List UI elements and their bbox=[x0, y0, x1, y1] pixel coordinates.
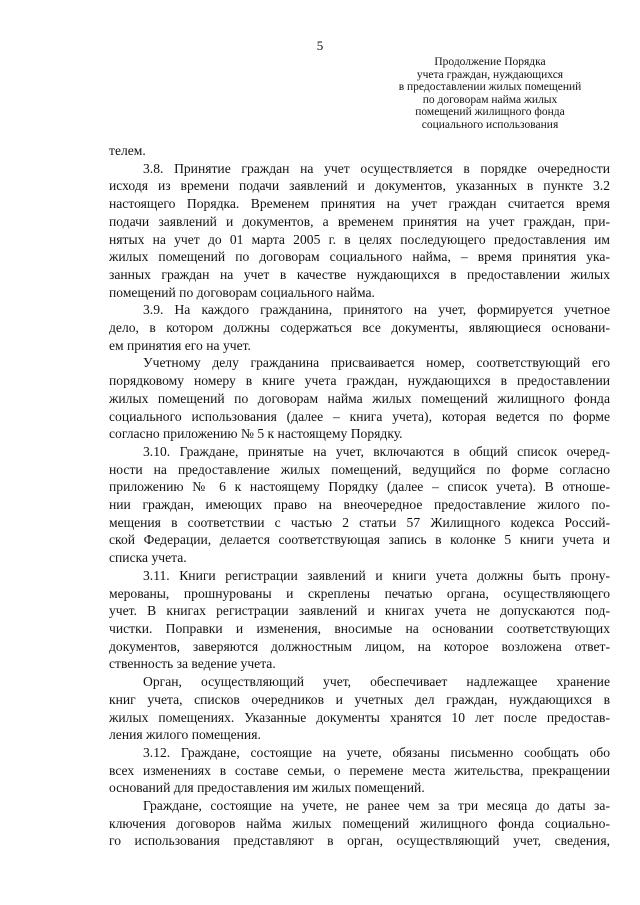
text-line: мерованы, прошнурованы и скреплены печатью органа, осуществляющего bbox=[109, 585, 610, 601]
text-line: всех изменениях в составе семьи, о перемене места жительства, прекращении bbox=[109, 762, 610, 778]
header-line: по договорам найма жилых bbox=[422, 93, 558, 106]
text-line: жилых помещениях. Указанные документы хранятся 10 лет после предостав- bbox=[109, 709, 610, 725]
text-line: ской Федерации, делается соответствующая запись в колонке 5 книги учета и bbox=[109, 532, 610, 548]
text-line: ственность за ведение учета. bbox=[109, 656, 276, 672]
header-line: помещений жилищного фонда bbox=[415, 106, 565, 118]
text-line: настоящего Порядка. Временем принятия на учет граждан считается время bbox=[109, 196, 610, 212]
header-line: в предоставлении жилых помещений bbox=[398, 81, 582, 93]
text-line: 3.9. На каждого гражданина, принятого на учет, формируется учетное bbox=[143, 302, 610, 318]
text-line: списка учета. bbox=[109, 550, 187, 566]
text-line: книг учета, списков очередников и учетных дел граждан, нуждающихся в bbox=[109, 691, 610, 707]
text-line: оснований для предоставления им жилых помещений. bbox=[109, 780, 425, 796]
text-line: Орган, осуществляющий учет, обеспечивает надлежащее хранение bbox=[143, 674, 610, 690]
text-line: жилых помещений по договорам найма жилых помещений жилищного фонда bbox=[109, 390, 610, 406]
text-line: ем принятия его на учет. bbox=[109, 337, 251, 353]
text-line: социального использования (далее – книга учета), которая ведется по форме bbox=[109, 408, 610, 424]
text-line: нии граждан, имеющих право на внеочередное предоставление жилого по- bbox=[109, 497, 610, 513]
text-line: 3.8. Принятие граждан на учет осуществляется в порядке очередности bbox=[143, 160, 610, 176]
text-line: исходя из времени подачи заявлений и документов, указанных в пункте 3.2 bbox=[109, 178, 610, 194]
text-line: Учетному делу гражданина присваивается номер, соответствующий его bbox=[143, 355, 610, 371]
text-line: дело, в котором должны содержаться все документы, являющиеся основани- bbox=[109, 320, 610, 336]
text-line: ности на предоставление жилых помещений, ведущийся по форме согласно bbox=[109, 461, 610, 477]
page-number: 5 bbox=[316, 38, 324, 53]
header-line: социального использования bbox=[421, 118, 559, 131]
text-line: 3.11. Книги регистрации заявлений и книги учета должны быть прону- bbox=[143, 567, 610, 583]
text-line: документов, заверяются должностным лицом, на которое возложена ответ- bbox=[109, 638, 610, 654]
document-body bbox=[109, 142, 610, 850]
text-line: ления жилого помещения. bbox=[109, 727, 261, 743]
header-line: учета граждан, нуждающихся bbox=[416, 68, 564, 81]
text-line: мещения в соответствии с частью 2 статьи 57 Жилищного кодекса Россий- bbox=[109, 514, 610, 530]
document-header bbox=[380, 56, 600, 131]
text-line: учет. В книгах регистрации заявлений и книгах учета не допускаются под- bbox=[109, 603, 610, 619]
text-line: занных граждан на учет в качестве нуждающихся в предоставлении жилых bbox=[109, 266, 610, 282]
text-line: 3.10. Граждане, принятые на учет, включаются в общий список очеред- bbox=[143, 443, 610, 459]
text-line: порядковому номеру в книге учета граждан, нуждающихся в предоставлении bbox=[109, 373, 610, 389]
text-line: го использования представляют в орган, осуществляющий учет, сведения, bbox=[109, 833, 610, 849]
text-line: приложению № 6 к настоящему Порядку (далее – список учета). В отноше- bbox=[109, 479, 610, 495]
text-line: согласно приложению № 5 к настоящему Порядку. bbox=[109, 426, 403, 442]
header-line: Продолжение Порядка bbox=[434, 56, 546, 68]
text-line: нятых на учет до 01 марта 2005 г. в целях последующего предоставления им bbox=[109, 231, 610, 247]
text-line: жилых помещений по договорам социального найма, – время принятия ука- bbox=[109, 249, 610, 265]
text-line: ключения договоров найма жилых помещений жилищного фонда социально- bbox=[109, 815, 610, 831]
text-line: Граждане, состоящие на учете, не ранее чем за три месяца до даты за- bbox=[143, 798, 610, 814]
text-line: чистки. Поправки и изменения, вносимые на основании соответствующих bbox=[109, 620, 610, 636]
text-line: помещений по договорам социального найма. bbox=[109, 284, 375, 300]
text-line: телем. bbox=[109, 143, 146, 158]
text-line: подачи заявлений и документов, а временем принятия на учет граждан, при- bbox=[109, 213, 610, 229]
text-line: 3.12. Граждане, состоящие на учете, обязаны письменно сообщать обо bbox=[143, 744, 610, 760]
